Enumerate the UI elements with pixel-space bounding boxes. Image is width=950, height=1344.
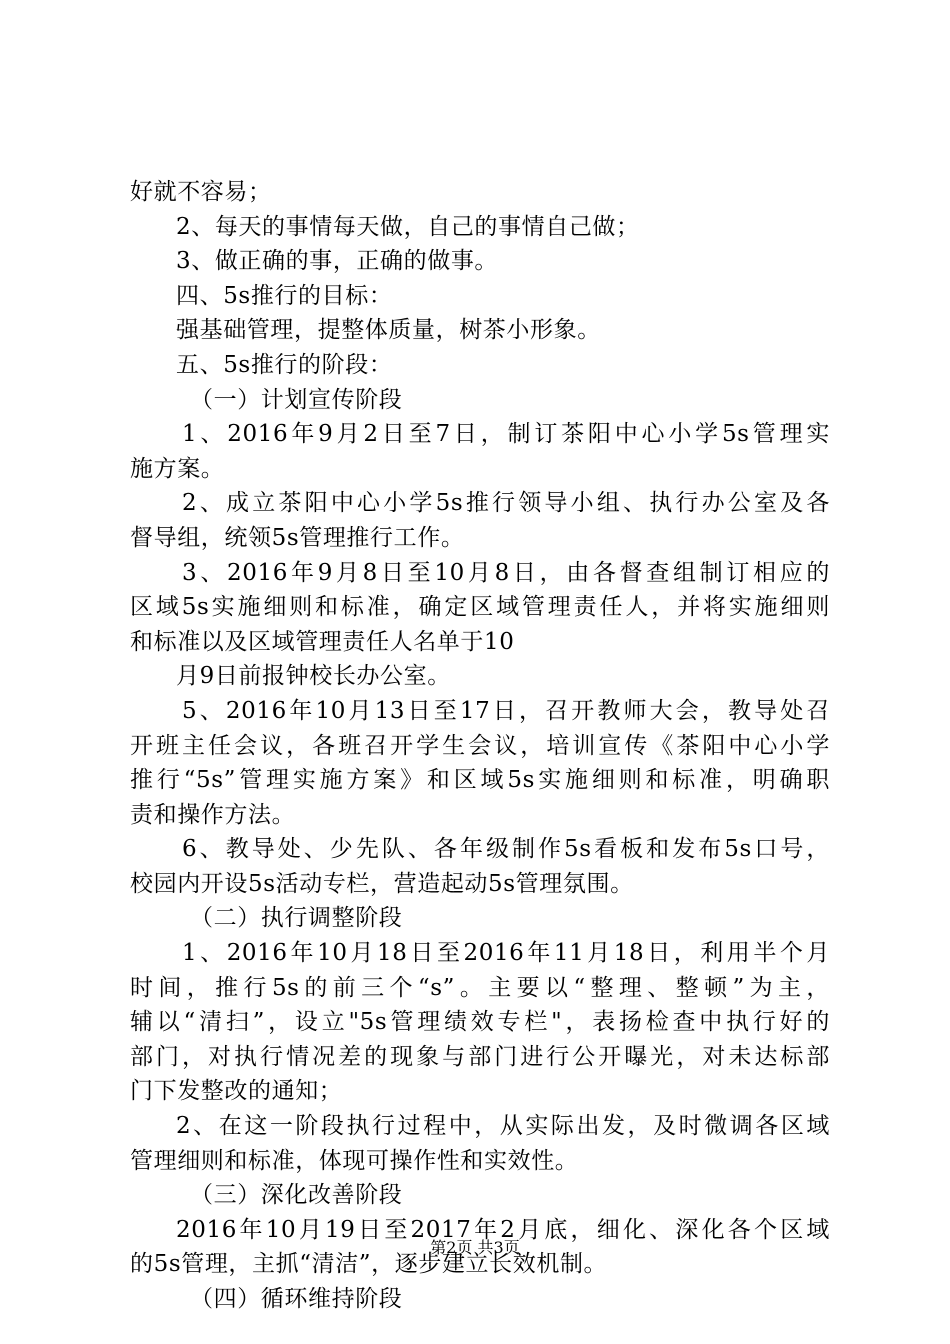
section-heading: 五、5s推行的阶段： (176, 351, 393, 378)
paragraph-line: 2016年10月19日至2017年2月底，细化、深化各个区域 (176, 1216, 830, 1243)
paragraph-line: 开班主任会议，各班召开学生会议，培训宣传《茶阳中心小学 (130, 732, 830, 759)
paragraph-line: 月9日前报钟校长办公室。 (176, 663, 451, 690)
paragraph-line: 辅以“清扫”，设立"5s管理绩效专栏"，表扬检查中执行好的 (130, 1009, 830, 1036)
list-item: 1、2016年9月2日至7日，制订茶阳中心小学5s管理实 (182, 421, 830, 448)
list-item: 6、教导处、少先队、各年级制作5s看板和发布5s口号， (182, 836, 830, 863)
list-item: 3、做正确的事，正确的做事。 (176, 248, 499, 275)
paragraph-line: 督导组，统领5s管理推行工作。 (130, 524, 465, 551)
paragraph-line: 好就不容易； (130, 179, 272, 205)
paragraph-line: 时间，推行5s的前三个“s”。主要以“整理、整顿”为主， (130, 974, 830, 1001)
paragraph-line: 责和操作方法。 (130, 801, 296, 828)
paragraph-line: 的5s管理，主抓“清洁”，逐步建立长效机制。 (130, 1251, 608, 1278)
list-item: 1、2016年10月18日至2016年11月18日，利用半个月 (182, 940, 830, 967)
list-item: 2、每天的事情每天做，自己的事情自己做； (176, 213, 640, 240)
paragraph-line: 区域5s实施细则和标准，确定区域管理责任人，并将实施细则 (130, 594, 830, 621)
list-item: 3、2016年9月8日至10月8日，由各督查组制订相应的 (182, 559, 830, 586)
paragraph-line: 推行“5s”管理实施方案》和区域5s实施细则和标准，明确职 (130, 767, 830, 794)
paragraph-line: 管理细则和标准，体现可操作性和实效性。 (130, 1147, 579, 1174)
paragraph-line: 强基础管理，提整体质量，树茶小形象。 (176, 317, 601, 344)
subsection-heading: （二）执行调整阶段 (190, 905, 403, 932)
subsection-heading: （四）循环维持阶段 (190, 1286, 403, 1312)
paragraph-line: 部门，对执行情况差的现象与部门进行公开曝光，对未达标部 (130, 1043, 830, 1070)
paragraph-line: 和标准以及区域管理责任人名单于10 (130, 628, 515, 655)
paragraph-line: 施方案。 (130, 455, 225, 482)
section-heading: 四、5s推行的目标： (176, 282, 393, 309)
subsection-heading: （三）深化改善阶段 (190, 1182, 403, 1209)
paragraph-line: 门下发整改的通知； (130, 1078, 343, 1105)
page-number-footer: 第2页 共3页 (430, 1238, 520, 1257)
document-body (130, 175, 830, 1317)
subsection-heading: （一）计划宣传阶段 (190, 386, 403, 413)
list-item: 5、2016年10月13日至17日，召开教师大会，教导处召 (182, 697, 830, 724)
list-item: 2、成立茶阳中心小学5s推行领导小组、执行办公室及各 (182, 490, 830, 517)
list-item: 2、在这一阶段执行过程中，从实际出发，及时微调各区域 (176, 1113, 830, 1140)
paragraph-line: 校园内开设5s活动专栏，营造起动5s管理氛围。 (130, 870, 634, 897)
